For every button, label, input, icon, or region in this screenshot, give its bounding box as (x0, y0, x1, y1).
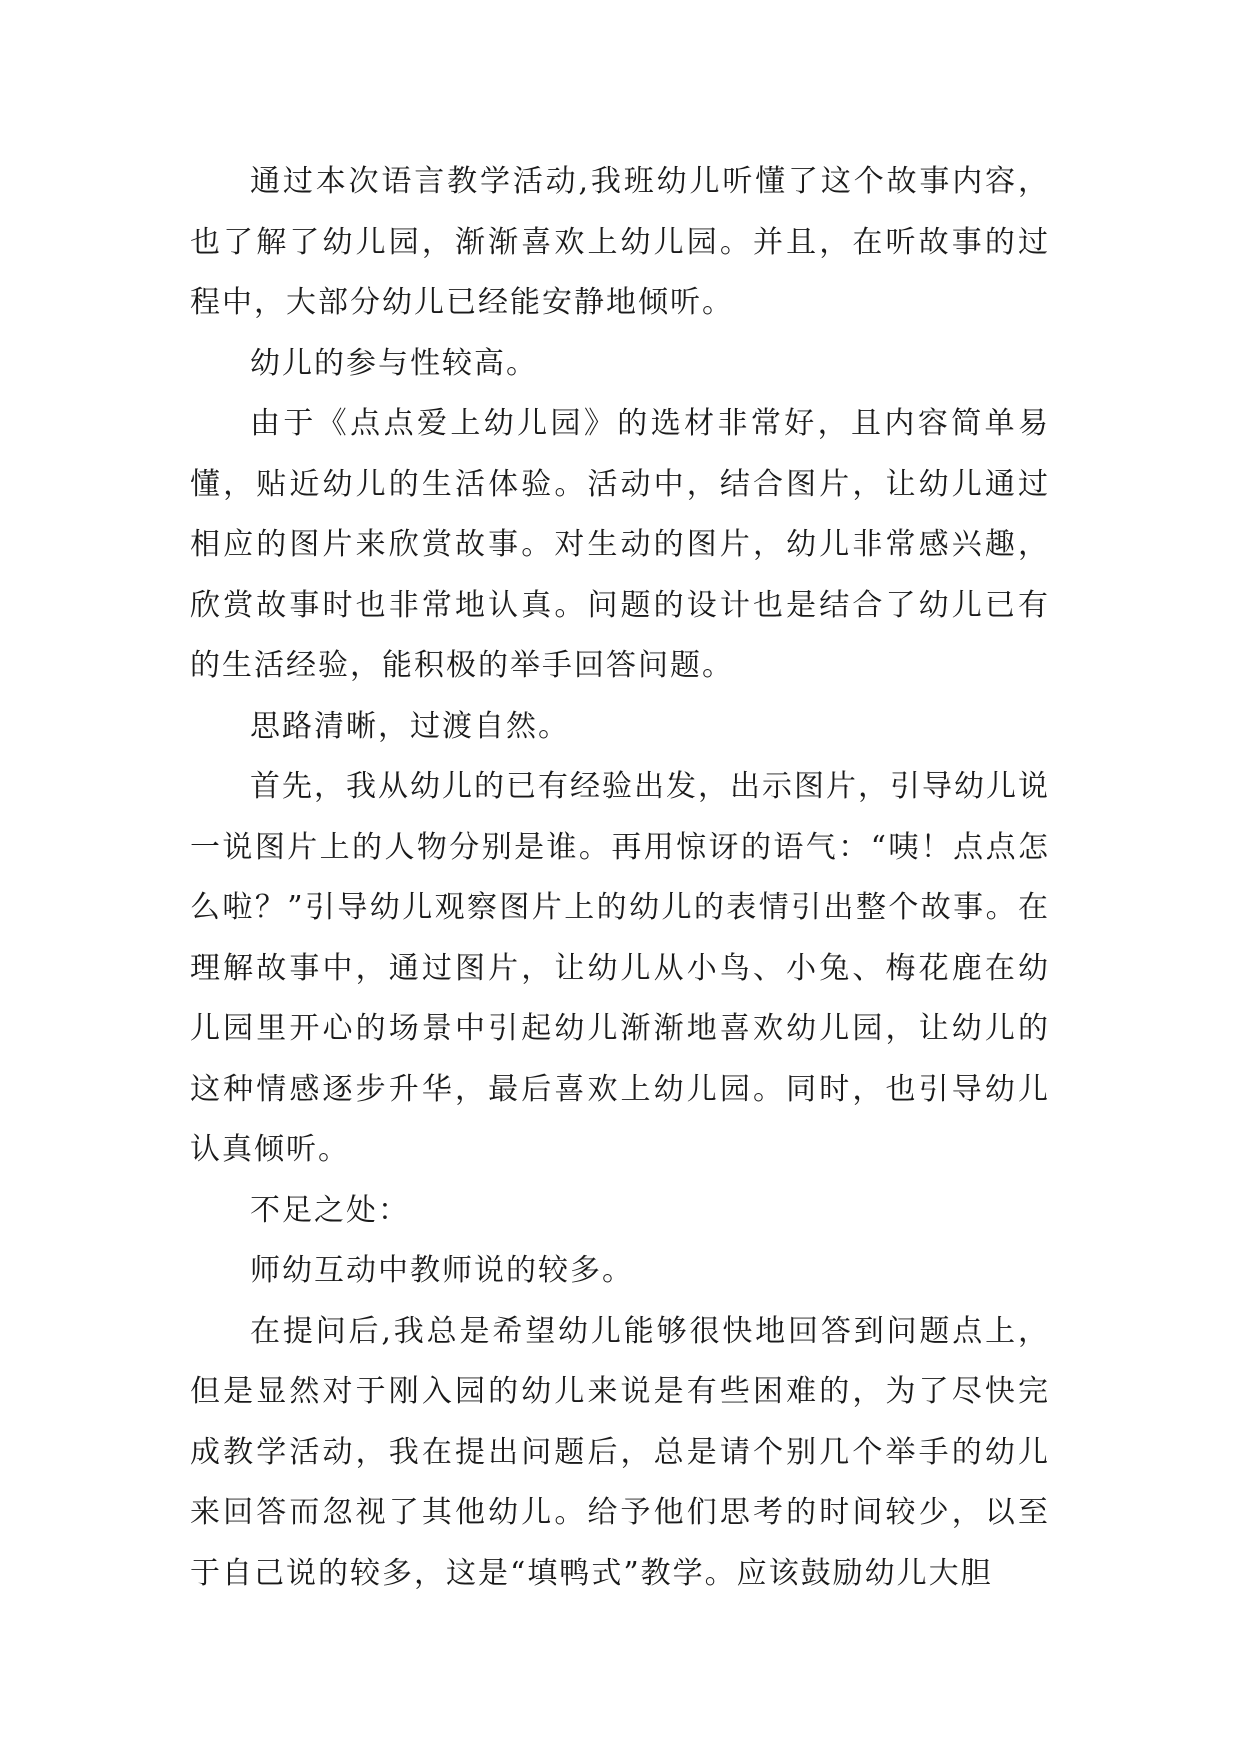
paragraph-summary: 通过本次语言教学活动,我班幼儿听懂了这个故事内容，也了解了幼儿园，渐渐喜欢上幼儿园。并且，在听故事的过程中，大部分幼儿已经能安静地倾听。 (190, 164, 1050, 320)
paragraph-heading-shortcomings: 不足之处： (250, 1192, 410, 1228)
paragraph-heading-participation: 幼儿的参与性较高。 (250, 345, 538, 381)
paragraph-participation: 由于《点点爱上幼儿园》的选材非常好，且内容简单易懂，贴近幼儿的生活体验。活动中，结合图片，让幼儿通过相应的图片来欣赏故事。对生动的图片，幼儿非常感兴趣，欣赏故事时也非常地认真。问题的设计也是结合了幼儿已有的生活经验，能积极的举手回答问题。 (190, 406, 1050, 683)
paragraph-heading-teacher-talk: 师幼互动中教师说的较多。 (250, 1253, 634, 1288)
paragraph-heading-clear-thinking: 思路清晰，过渡自然。 (250, 708, 570, 744)
paragraph-teacher-talk: 在提问后,我总是希望幼儿能够很快地回答到问题点上，但是显然对于刚入园的幼儿来说是有些困难的，为了尽快完成教学活动，我在提出问题后，总是请个别几个举手的幼儿来回答而忽视了其他幼儿。给予他们思考的时间较少，以至于自己说的较多，这是“填鸭式”教学。应该鼓励幼儿大胆 (190, 1313, 1050, 1591)
paragraph-clear-thinking: 首先，我从幼儿的已有经验出发，出示图片，引导幼儿说一说图片上的人物分别是谁。再用惊讶的语气：“咦！点点怎么啦？”引导幼儿观察图片上的幼儿的表情引出整个故事。在理解故事中，通过图片，让幼儿从小鸟、小兔、梅花鹿在幼儿园里开心的场景中引起幼儿渐渐地喜欢幼儿园，让幼儿的这种情感逐步升华，最后喜欢上幼儿园。同时，也引导幼儿认真倾听。 (190, 769, 1050, 1167)
document-body (190, 152, 1050, 1604)
